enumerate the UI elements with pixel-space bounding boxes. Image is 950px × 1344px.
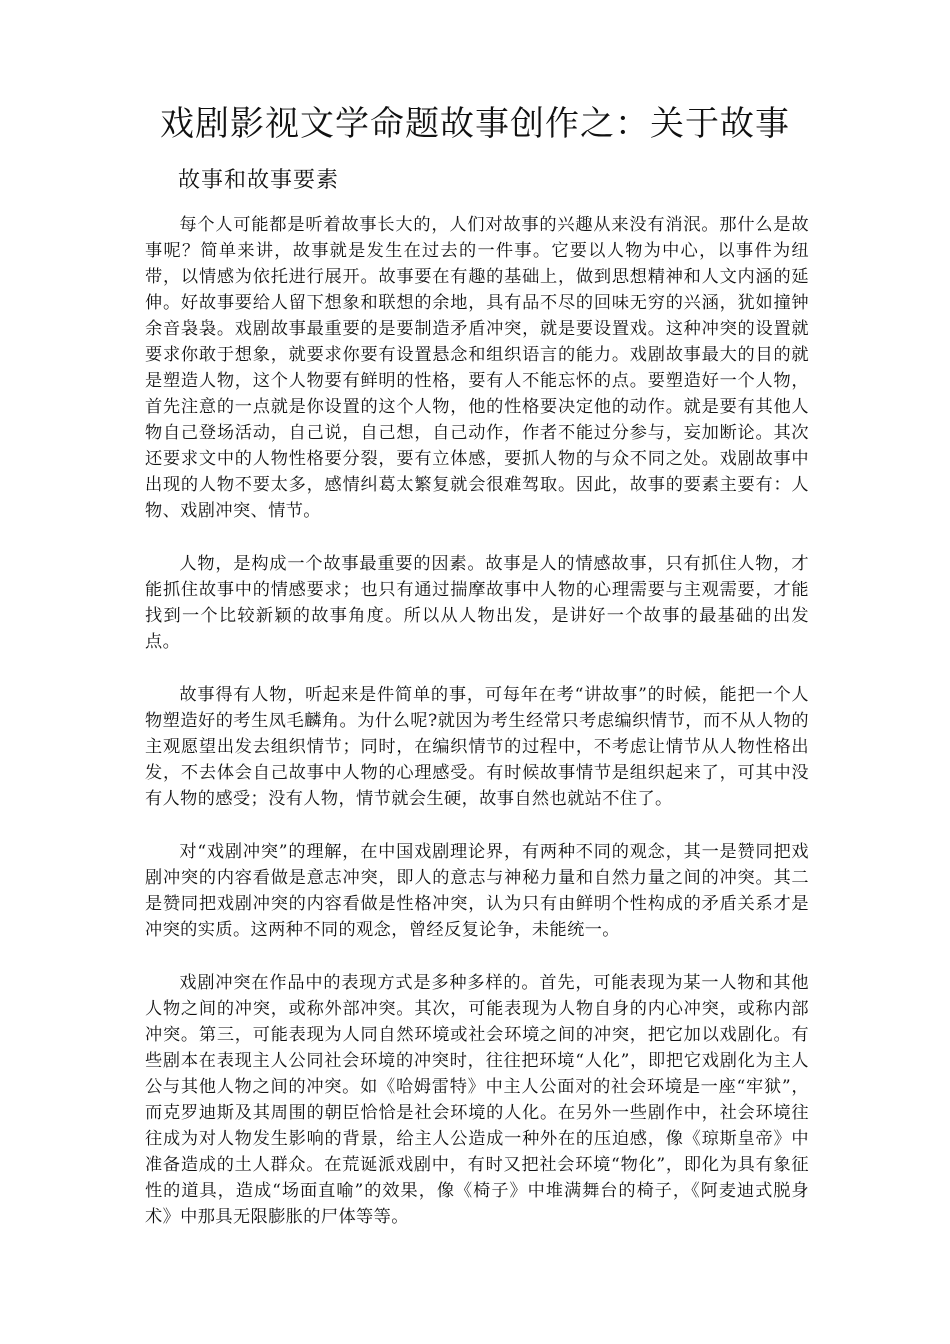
document-title: 戏剧影视文学命题故事创作之：关于故事 — [160, 104, 790, 144]
section-heading: 故事和故事要素 — [178, 168, 340, 193]
paragraph-1: 每个人可能都是听着故事长大的，人们对故事的兴趣从来没有消泯。那什么是故事呢？简单来讲，故事就是发生在过去的一件事。它要以人物为中心，以事件为纽带，以情感为依托进行展开。故事要在有趣的基础上，做到思想精神和人文内涵的延伸。好故事要给人留下想象和联想的余地，具有品不尽的回味无穷的兴涵，犹如撞钟余音袅袅。戏剧故事最重要的是要制造矛盾冲突，就是要设置戏。这种冲突的设置就要求你敢于想象，就要求你要有设置悬念和组织语言的能力。戏剧故事最大的目的就是塑造人物，这个人物要有鲜明的性格，要有人不能忘怀的点。要塑造好一个人物，首先注意的一点就是你设置的这个人物，他的性格要决定他的动作。就是要有其他人物自己登场活动，自己说，自己想，自己动作，作者不能过分参与，妄加断论。其次还要求文中的人物性格要分裂，要有立体感，要抓人物的与众不同之处。戏剧故事中出现的人物不要太多，感情纠葛太繁复就会很难驾取。因此，故事的要素主要有：人物、戏剧冲突、情节。 — [145, 215, 809, 521]
paragraph-5: 戏剧冲突在作品中的表现方式是多种多样的。首先，可能表现为某一人物和其他人物之间的冲突，或称外部冲突。其次，可能表现为人物自身的内心冲突，或称内部冲突。第三，可能表现为人同自然环境或社会环境之间的冲突，把它加以戏剧化。有些剧本在表现主人公同社会环境的冲突时，往往把环境“人化”，即把它戏剧化为主人公与其他人物之间的冲突。如《哈姆雷特》中主人公面对的社会环境是一座“牢狱”，而克罗迪斯及其周围的朝臣恰恰是社会环境的人化。在另外一些剧作中，社会环境往往成为对人物发生影响的背景，给主人公造成一种外在的压迫感，像《琼斯皇帝》中准备造成的土人群众。在荒诞派戏剧中，有时又把社会环境“物化”，即化为具有象征性的道具，造成“场面直喻”的效果，像《椅子》中堆满舞台的椅子，《阿麦迪式脱身术》中那具无限膨胀的尸体等等。 — [145, 973, 809, 1227]
paragraph-4: 对“戏剧冲突”的理解，在中国戏剧理论界，有两种不同的观念，其一是赞同把戏剧冲突的内容看做是意志冲突，即人的意志与神秘力量和自然力量之间的冲突。其二是赞同把戏剧冲突的内容看做是性格冲突，认为只有由鲜明个性构成的矛盾关系才是冲突的实质。这两种不同的观念，曾经反复论争，未能统一。 — [145, 842, 809, 940]
paragraph-3: 故事得有人物，听起来是件简单的事，可每年在考“讲故事”的时候，能把一个人物塑造好的考生凤毛麟角。为什么呢?就因为考生经常只考虑编织情节，而不从人物的主观愿望出发去组织情节；同时，在编织情节的过程中，不考虑让情节从人物性格出发，不去体会自己故事中人物的心理感受。有时候故事情节是组织起来了，可其中没有人物的感受；没有人物，情节就会生硬，故事自然也就站不住了。 — [145, 685, 809, 809]
paragraph-2: 人物，是构成一个故事最重要的因素。故事是人的情感故事，只有抓住人物，才能抓住故事中的情感要求；也只有通过揣摩故事中人物的心理需要与主观需要，才能找到一个比较新颖的故事角度。所以从人物出发，是讲好一个故事的最基础的出发点。 — [145, 554, 809, 652]
document-body — [145, 212, 809, 1257]
